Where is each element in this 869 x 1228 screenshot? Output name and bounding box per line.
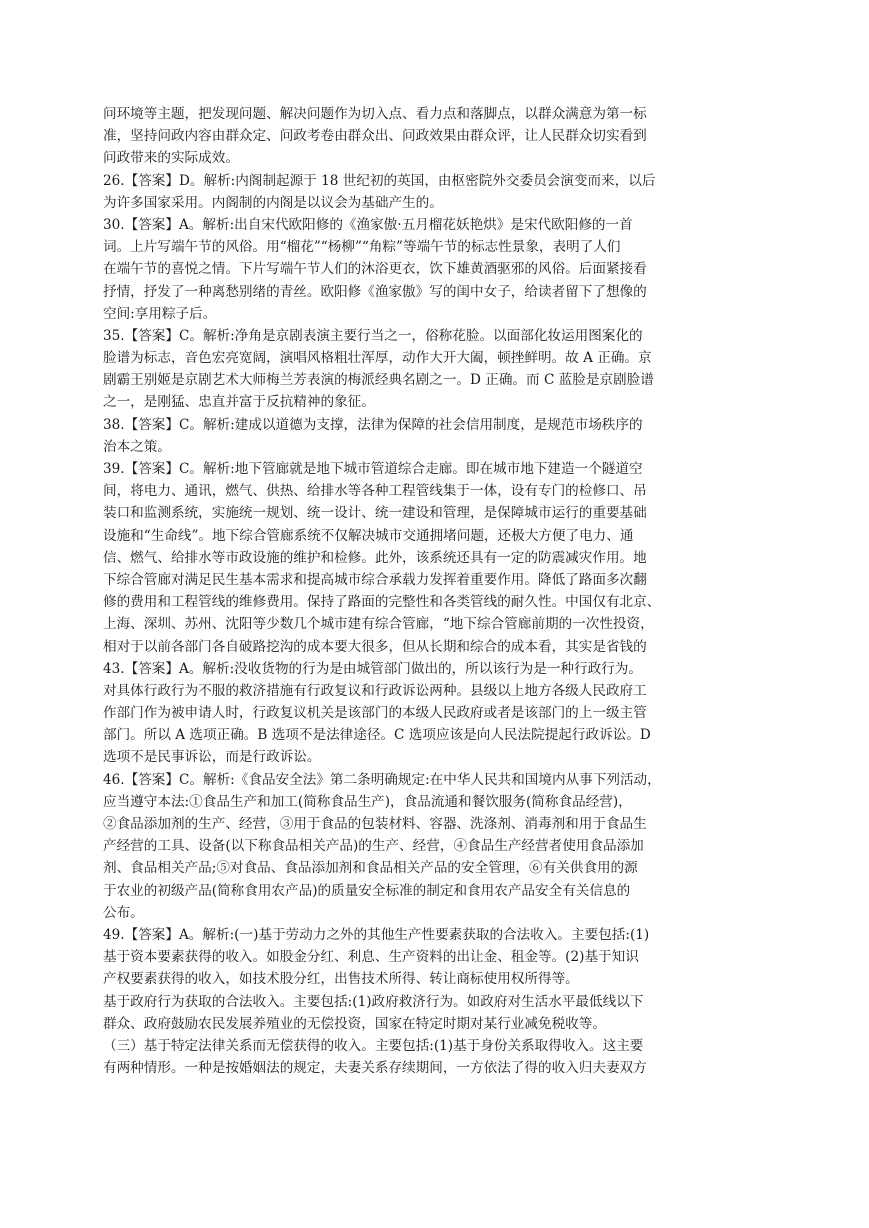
text-line: 产经营的工具、设备(以下称食品相关产品)的生产、经营，④食品生产经营者使用食品添加 bbox=[103, 838, 644, 855]
text-line: 间，将电力、通讯，燃气、供热、给排水等各种工程管线集于一体，设有专门的检修口、吊 bbox=[103, 483, 647, 500]
text-line: 基于政府行为获取的合法收入。主要包括:(1)政府救济行为。如政府对生活水平最低线以下 bbox=[103, 993, 644, 1010]
text-line: 问政带来的实际成效。 bbox=[103, 150, 239, 167]
text-line: 词。上片写端午节的风俗。用“榴花”“杨柳”“角粽”等端午节的标志性景象，表明了人们 bbox=[103, 239, 621, 256]
text-line: 问环境等主题，把发现问题、解决问题作为切入点、看力点和落脚点，以群众满意为第一标 bbox=[103, 106, 647, 122]
text-line: 剂、食品相关产品;⑤对食品、食品添加剂和食品相关产品的安全管理，⑥有关供食用的源 bbox=[103, 860, 638, 877]
text-line: 空间:享用粽子后。 bbox=[103, 305, 217, 322]
answer-46-line: 46.【答案】C。解析:《食品安全法》第二条明确规定:在中华人民共和国境内从事下列活动， bbox=[103, 771, 661, 788]
text-line: 之一，是刚猛、忠直并富于反抗精神的象征。 bbox=[103, 394, 375, 411]
text-line: 有两种情形。一种是按婚姻法的规定，夫妻关系存续期间，一方依法了得的收入归夫妻双方 bbox=[103, 1060, 647, 1077]
text-line: 于农业的初级产品(简称食用农产品)的质量安全标准的制定和食用农产品安全有关信息的 bbox=[103, 882, 631, 899]
text-line: （三）基于特定法律关系而无偿获得的收入。主要包括:(1)基于身份关系取得收入。这主要 bbox=[103, 1037, 644, 1054]
text-line: 信、燃气、给排水等市政设施的维护和检修。此外，该系统还具有一定的防震减灾作用。地 bbox=[103, 549, 647, 566]
text-line: 部门。所以 A 选项正确。B 选项不是法律途径。C 选项应该是向人民法院提起行政诉讼。D bbox=[103, 727, 651, 744]
answer-49-line: 49.【答案】A。解析:(一)基于劳动力之外的其他生产性要素获取的合法收入。主要包括:(1) bbox=[103, 926, 650, 943]
text-line: 准，坚持问政内容由群众定、问政考卷由群众出、问政效果由群众评，让人民群众切实看到 bbox=[103, 128, 647, 145]
text-line: 上海、深圳、苏州、沈阳等少数几个城市建有综合管廊，“地下综合管廊前期的一次性投资， bbox=[103, 616, 654, 633]
text-line: 对具体行政行为不服的救济措施有行政复议和行政诉讼两种。县级以上地方各级人民政府工 bbox=[103, 682, 647, 699]
text-line: 装口和监测系统，实施统一规划、统一设计、统一建设和管理，是保障城市运行的重要基础 bbox=[103, 505, 647, 522]
text-line: 选项不是民事诉讼，而是行政诉讼。 bbox=[103, 749, 321, 766]
text-line: 作部门作为被申请人时，行政复议机关是该部门的本级人民政府或者是该部门的上一级主管 bbox=[103, 705, 647, 722]
answer-43-line: 43.【答案】A。解析:没收货物的行为是由城管部门做出的，所以该行为是一种行政行为。 bbox=[103, 660, 642, 677]
answer-39-line: 39.【答案】C。解析:地下管廊就是地下城市管道综合走廊。即在城市地下建造一个隧道空 bbox=[103, 461, 643, 477]
text-line: ②食品添加剂的生产、经营，③用于食品的包装材料、容器、洗涤剂、消毒剂和用于食品生 bbox=[103, 816, 647, 832]
text-line: 修的费用和工程管线的维修费用。保持了路面的完整性和各类管线的耐久性。中国仅有北京、 bbox=[103, 594, 661, 611]
text-line: 应当遵守本法:①食品生产和加工(简称食品生产)，食品流通和餐饮服务(简称食品经营)， bbox=[103, 793, 632, 810]
text-line: 群众、政府鼓励农民发展养殖业的无偿投资，国家在特定时期对某行业减免税收等。 bbox=[103, 1015, 606, 1032]
answer-30-line: 30.【答案】A。解析:出自宋代欧阳修的《渔家傲·五月榴花妖艳烘》是宋代欧阳修的一首 bbox=[103, 216, 633, 233]
text-line: 抒情，抒发了一种离愁别绪的青丝。欧阳修《渔家傲》写的闺中女子，给读者留下了想像的 bbox=[103, 283, 647, 300]
text-line: 基于资本要素获得的收入。如股金分红、利息、生产资料的出让金、租金等。(2)基于知识 bbox=[103, 949, 639, 966]
document-body bbox=[103, 103, 743, 1079]
text-line: 为许多国家采用。内阁制的内阁是以议会为基础产生的。 bbox=[103, 194, 443, 211]
text-line: 设施和“生命线”。地下综合管廊系统不仅解决城市交通拥堵问题，还极大方便了电力、通 bbox=[103, 527, 634, 544]
text-line: 剧霸王别姬是京剧艺术大师梅兰芳表演的梅派经典名剧之一。D 正确。而 C 蓝脸是京剧脸谱 bbox=[103, 372, 654, 389]
text-line: 治本之策。 bbox=[103, 438, 171, 455]
text-line: 公布。 bbox=[103, 904, 144, 921]
text-line: 相对于以前各部门各自破路挖沟的成本要大很多，但从长期和综合的成本看，其实是省钱的 bbox=[103, 638, 647, 655]
text-line: 脸谱为标志，音色宏亮宽阔，演唱风格粗壮浑厚，动作大开大阖，顿挫鲜明。故 A 正确。京 bbox=[103, 350, 652, 367]
answer-35-line: 35.【答案】C。解析:净角是京剧表演主要行当之一，俗称花脸。以面部化妆运用图案化的 bbox=[103, 327, 643, 344]
text-line: 下综合管廊对满足民生基本需求和提高城市综合承载力发挥着重要作用。降低了路面多次翻 bbox=[103, 571, 647, 588]
text-line: 在端午节的喜悦之情。下片写端午节人们的沐浴更衣，饮下雄黄酒驱邪的风俗。后面紧接看 bbox=[103, 261, 647, 278]
answer-26-line: 26.【答案】D。解析:内阁制起源于 18 世纪初的英国，由枢密院外交委员会演变而来，以后 bbox=[103, 172, 656, 189]
text-line: 产权要素获得的收入，如技术股分红，出售技术所得、转让商标使用权所得等。 bbox=[103, 971, 579, 988]
answer-38-line: 38.【答案】C。解析:建成以道德为支撑，法律为保障的社会信用制度，是规范市场秩序的 bbox=[103, 416, 643, 433]
